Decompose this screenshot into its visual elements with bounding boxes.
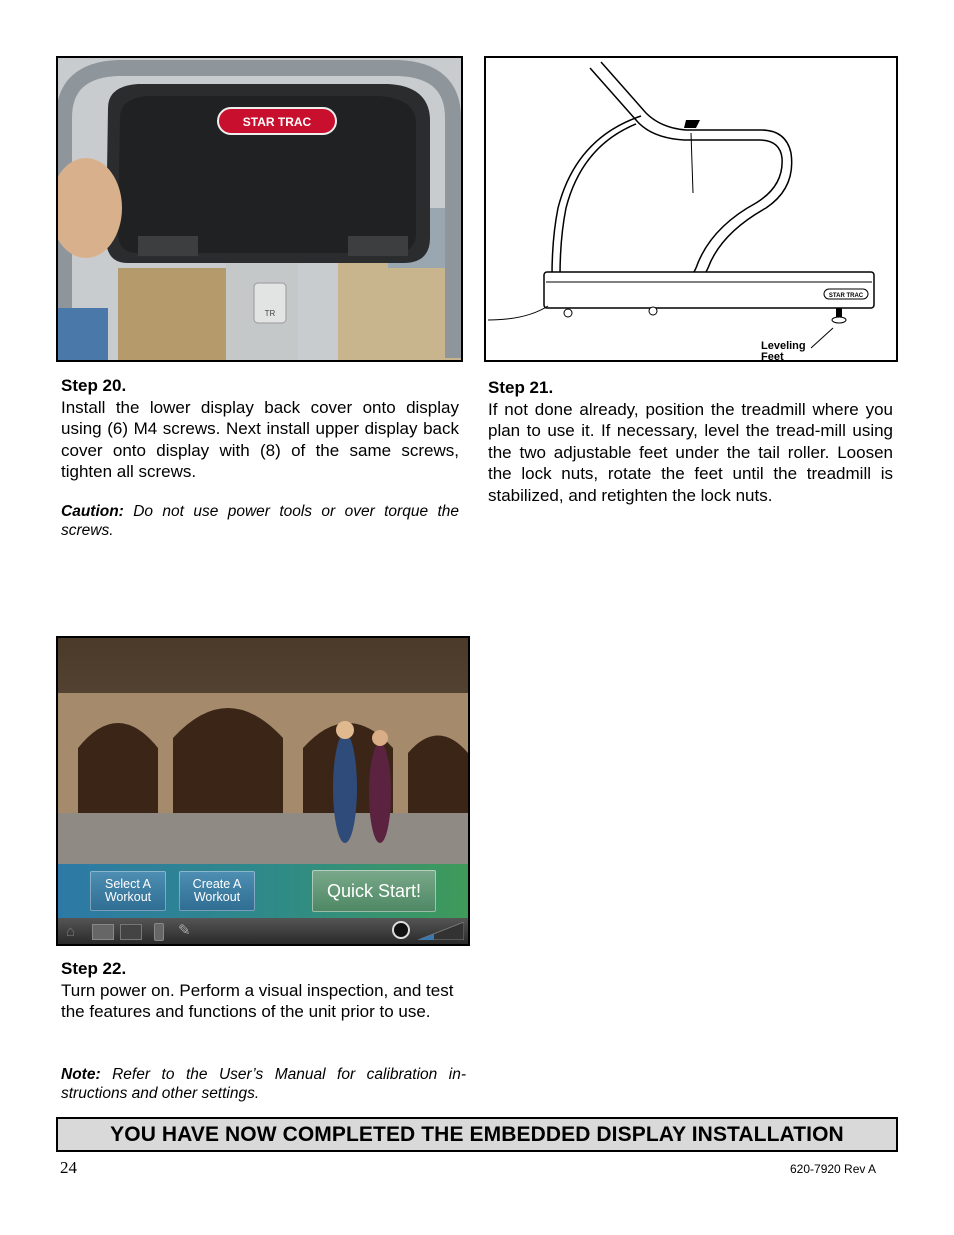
- page-number: 24: [60, 1158, 77, 1177]
- step22-heading: Step 22.: [61, 959, 127, 978]
- step22-body: Turn power on. Perform a visual inspection, and test the features and functions of the unit prior to use.: [61, 980, 454, 1021]
- create-workout-label-2: Workout: [193, 890, 241, 904]
- screen-icon[interactable]: [92, 924, 114, 940]
- step21-body: If not done already, position the treadmill where you plan to use it. If necessary, level the tread-mill using the two adjustable feet under the tail roller. Loosen the lock nuts, rotate the feet until the treadmill is stabilized, and retighten the lock nuts.: [488, 399, 893, 505]
- step22-screen-photo: [56, 636, 470, 946]
- home-icon[interactable]: ⌂: [66, 923, 76, 940]
- leveling-callout-line2: Feet: [761, 351, 784, 360]
- step20-caution: [61, 502, 459, 540]
- step22-block: [61, 958, 466, 1023]
- select-workout-button[interactable]: [90, 871, 166, 911]
- step20-block: [61, 375, 459, 483]
- caution-label: Caution:: [61, 503, 124, 520]
- document-number: 620-7920 Rev A: [790, 1162, 877, 1176]
- phone-icon[interactable]: [154, 923, 164, 941]
- step21-treadmill-drawing: [484, 56, 898, 362]
- pen-icon[interactable]: ✎: [178, 922, 191, 939]
- create-workout-label-1: Create A: [192, 877, 242, 891]
- step21-block: [488, 377, 893, 506]
- menu-bar: [58, 864, 468, 918]
- completion-banner: YOU HAVE NOW COMPLETED THE EMBEDDED DISPLAY INSTALLATION: [56, 1117, 898, 1152]
- select-workout-label-2: Workout: [104, 890, 152, 904]
- tr-badge: TR: [264, 309, 276, 318]
- deck-logo: STAR TRAC: [828, 293, 864, 299]
- step21-heading: Step 21.: [488, 378, 554, 397]
- bottom-toolbar: [58, 918, 468, 944]
- step22-note: [61, 1065, 466, 1103]
- step20-body: Install the lower display back cover onto display using (6) M4 screws. Next install upper display back cover onto display with (8) of the same screws, tighten all screws.: [61, 397, 459, 481]
- quick-start-button[interactable]: Quick Start!: [312, 870, 436, 912]
- note-label: Note:: [61, 1066, 101, 1083]
- volume-icon[interactable]: [418, 922, 464, 940]
- select-workout-label-1: Select A: [105, 877, 151, 891]
- music-icon[interactable]: [392, 921, 410, 939]
- tv-icon[interactable]: [120, 924, 142, 940]
- note-text: Refer to the User’s Manual for calibration in-structions and other settings.: [61, 1066, 466, 1102]
- step20-photo: [56, 56, 463, 362]
- caution-text: Do not use power tools or over torque the screws.: [61, 503, 459, 539]
- star-trac-logo: STAR TRAC: [242, 115, 312, 129]
- leveling-callout-line1: Leveling: [761, 340, 806, 352]
- create-workout-button[interactable]: [179, 871, 255, 911]
- step20-heading: Step 20.: [61, 376, 127, 395]
